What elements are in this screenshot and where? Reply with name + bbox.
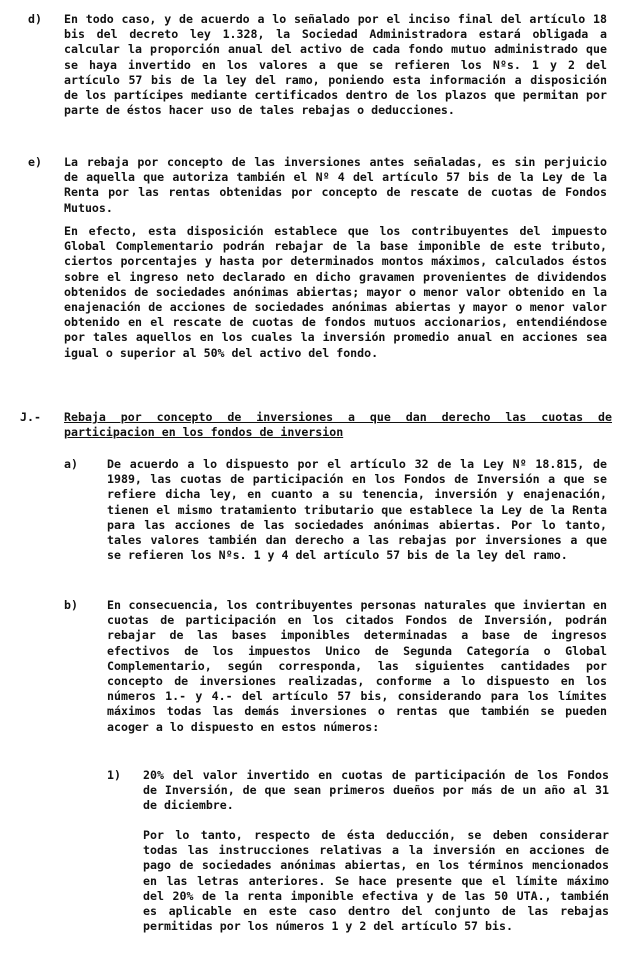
item-e-marker: e) bbox=[28, 155, 42, 169]
item-e-paragraph-1: La rebaja por concepto de las inversiones antes señaladas, es sin perjuicio de aquella que autoriza también el Nº 4 del artículo 57 bis de la Ley de la Renta por las rentas obtenidas por concepto de rescate de cuotas de Fondos Mutuos. bbox=[64, 155, 607, 215]
section-j-heading-text: Rebaja por concepto de inversiones a que dan derecho las cuotas de participacion en los fondos de inversion bbox=[64, 410, 612, 440]
item-e-text-2 bbox=[64, 224, 607, 361]
item-d-text bbox=[64, 12, 607, 118]
item-j-a-marker: a) bbox=[64, 457, 78, 471]
item-j-b-text bbox=[107, 598, 607, 735]
item-j-b-marker: b) bbox=[64, 598, 78, 612]
item-j-a-text bbox=[107, 457, 607, 563]
item-d-marker: d) bbox=[28, 12, 42, 26]
item-j-b1-paragraph-2: Por lo tanto, respecto de ésta deducción, se deben considerar todas las instrucciones relativas a la inversión en acciones de pago de sociedades anónimas abiertas, en los términos mencionados en las letras anteriores. Se hace presente que el límite máximo del 20% de la renta imponible efectiva y de las 50 UTA., también es aplicable en este caso dentro del conjunto de las rebajas permitidas por los números 1 y 2 del artículo 57 bis. bbox=[143, 828, 609, 934]
item-j-b-paragraph: En consecuencia, los contribuyentes personas naturales que inviertan en cuotas de participación en los citados Fondos de Inversión, podrán rebajar de las bases imponibles determinadas a base de ingresos efectivos de los impuestos Unico de Segunda Categoría o Global Complementario, según corresponda, las siguientes cantidades por concepto de inversiones realizadas, conforme a lo dispuesto en los números 1.- y 4.- del artículo 57 bis, considerando para los límites máximos todas las demás inversiones o rentas que también se pueden acoger a lo dispuesto en estos números: bbox=[107, 598, 607, 734]
item-j-a-paragraph: De acuerdo a lo dispuesto por el artículo 32 de la Ley Nº 18.815, de 1989, las cuotas de participación en los Fondos de Inversión a que se refiere dicha ley, en cuanto a su tenencia, inversión y enajenación, tienen el mismo tratamiento tributario que establece la Ley de la Renta para las acciones de las sociedades anónimas abiertas. Por lo tanto, tales valores también dan derecho a las rebajas por inversiones a que se refieren los Nºs. 1 y 4 del artículo 57 bis de la ley del ramo. bbox=[107, 457, 607, 563]
section-j-marker: J.- bbox=[20, 410, 41, 424]
item-j-b1-text bbox=[143, 768, 609, 814]
item-d-paragraph: En todo caso, y de acuerdo a lo señalado por el inciso final del artículo 18 bis del decreto ley 1.328, la Sociedad Administradora estará obligada a calcular la proporción anual del activo de cada fondo mutuo administrado que se haya invertido en los valores a que se refieren los Nºs. 1 y 2 del artículo 57 bis de la ley del ramo, poniendo esta información a disposición de los partícipes mediante certificados dentro de los plazos que permitan por parte de éstos hacer uso de tales rebajas o deducciones. bbox=[64, 12, 607, 118]
item-j-b1-paragraph-1: 20% del valor invertido en cuotas de participación de los Fondos de Inversión, de que sean primeros dueños por más de un año al 31 de diciembre. bbox=[143, 768, 609, 813]
item-e-paragraph-2: En efecto, esta disposición establece que los contribuyentes del impuesto Global Complementario podrán rebajar de la base imponible de este tributo, ciertos porcentajes y hasta por determinados montos máximos, calculados éstos sobre el ingreso neto declarado en dicho gravamen provenientes de dividendos obtenidos de sociedades anónimas abiertas; mayor o menor valor obtenido en la enajenación de acciones de sociedades anónimas abiertas y mayor o menor valor obtenido en el rescate de cuotas de fondos mutuos accionarios, entendiéndose por tales aquellos en los cuales la inversión promedio anual en acciones sea igual o superior al 50% del activo del fondo. bbox=[64, 224, 607, 360]
section-j-heading bbox=[64, 410, 612, 440]
item-e-text bbox=[64, 155, 607, 216]
item-j-b1-marker: 1) bbox=[107, 768, 121, 782]
item-j-b1-text-2 bbox=[143, 828, 609, 934]
